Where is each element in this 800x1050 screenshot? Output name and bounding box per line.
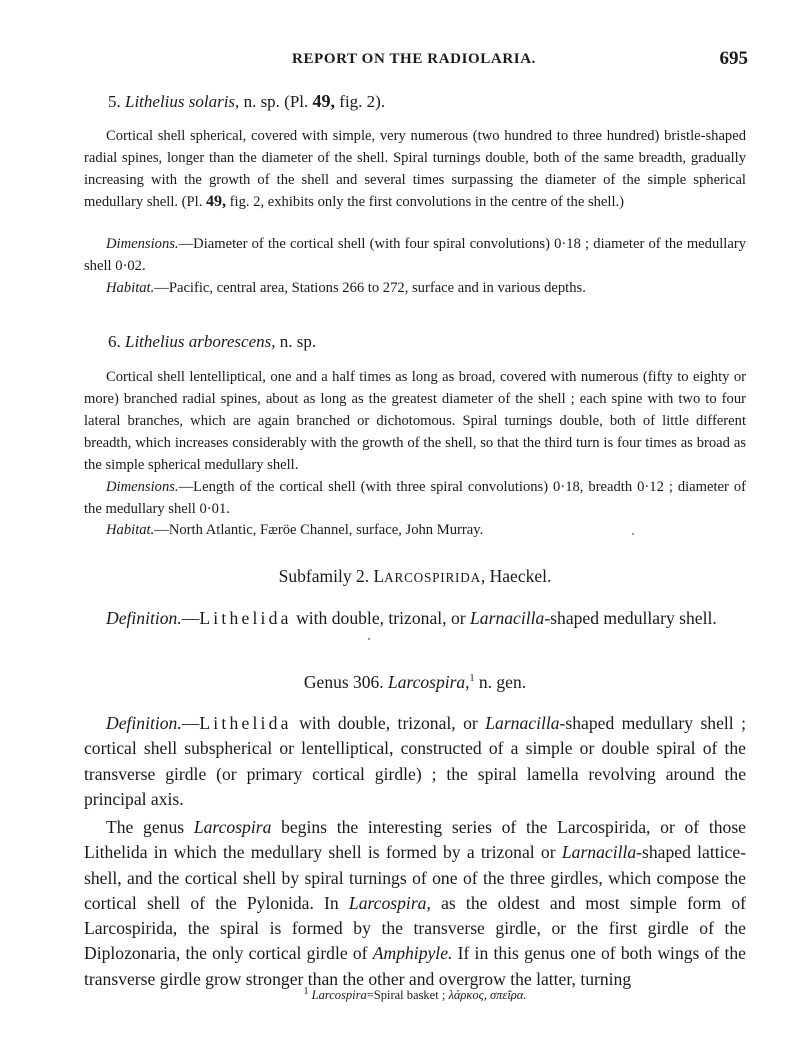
plate-number: 49, xyxy=(312,91,336,111)
footnote-marker: 1 xyxy=(469,673,475,685)
species-name: Lithelius arborescens, xyxy=(125,332,276,351)
footnote-mark: 1 xyxy=(303,985,309,997)
species-6-description: Cortical shell lentelliptical, one and a half times as long as broad, covered with numerous (fifty to eighty or more) branched radial spines, about as long as the greatest diameter of the shell ; each spine with two to four lateral branches, which are again branched or dichotomous. Spiral turnings double, both of little different breadth, which increases considerably with the growth of the shell, so that the third turn is four times as broad as the simple spherical medullary shell. xyxy=(84,369,746,473)
species-6-heading xyxy=(108,332,316,352)
subfamily-definition: Definition.—Lithelida with double, trizonal, or Larnacilla-shaped medullary shell. xyxy=(106,608,717,628)
dimensions-label: Dimensions. xyxy=(106,479,179,495)
species-number: 6. xyxy=(108,332,121,351)
species-5-habitat: Habitat.—Pacific, central area, Stations 266 to 272, surface and in various depths. xyxy=(106,280,586,296)
footnote: $^1$ Larcospira=Spiral basket ; λάρκος, σπεῖρα. xyxy=(303,985,527,1002)
species-5-heading xyxy=(108,91,385,112)
species-6-dimensions: Dimensions.—Length of the cortical shell (with three spiral convolutions) 0·18, breadth 0·12 ; diameter of the medullary shell 0·01. xyxy=(84,479,746,517)
definition-label: Definition. xyxy=(106,608,182,628)
species-suffix: n. sp. xyxy=(279,332,317,351)
subfamily-heading: Subfamily 2. LARCOSPIRIDA, Haeckel. xyxy=(278,566,552,586)
footnote-term: Larcospira xyxy=(311,988,367,1002)
genus-name: Larcospira, xyxy=(388,672,470,692)
dimensions-label: Dimensions. xyxy=(106,236,179,252)
habitat-label: Habitat. xyxy=(106,522,155,538)
body-paragraph: The genus Larcospira begins the interesting series of the Larcospirida, or of those Lithelida in which the medullary shell is formed by a trizonal or Larnacilla-shaped lattice-shell, and the cortical shell by spiral turnings of one of the three girdles, which compose the cortical shell of the Pylonida. In Larcospira, as the oldest and most simple form of Larcospirida, the spiral is formed by the transverse girdle, or the first girdle of the Diplozonaria, the only cortical girdle of Amphipyle. If in this genus one of both wings of the transverse girdle grow stronger than the other and overgrow the latter, turning xyxy=(84,817,746,989)
species-5-dimensions: Dimensions.—Diameter of the cortical shell (with four spiral convolutions) 0·18 ; diameter of the medullary shell 0·02. xyxy=(84,236,746,274)
page-number: 695 xyxy=(719,48,748,69)
definition-label: Definition. xyxy=(106,713,182,733)
species-5-description: Cortical shell spherical, covered with simple, very numerous (two hundred to three hundred) bristle-shaped radial spines, longer than the diameter of the shell. Spiral turnings double, both of the same breadth, gradually increasing with the growth of the shell and several times surpassing the diameter of the simple spherical medullary shell. (Pl. 49, fig. 2, exhibits only the first convolutions in the centre of the shell.) xyxy=(84,128,746,210)
genus-definition: Definition.—Lithelida with double, trizonal, or Larnacilla-shaped medullary shell ; cortical shell subspherical or lentelliptical, constructed of a simple or double spiral of the transverse girdle (or primary cortical girdle) ; the spiral lamella revolving around the principal axis. xyxy=(84,713,747,809)
species-name: Lithelius solaris, xyxy=(125,92,240,111)
print-speck xyxy=(368,638,370,640)
species-suffix: n. sp. (Pl. xyxy=(243,92,309,111)
footnote-greek: λάρκος, σπεῖρα. xyxy=(448,988,527,1002)
species-6-habitat: Habitat.—North Atlantic, Færöe Channel, surface, John Murray. xyxy=(106,522,484,538)
page-header xyxy=(80,48,748,72)
habitat-label: Habitat. xyxy=(106,280,155,296)
figure-ref: fig. 2). xyxy=(339,92,386,111)
genus-heading: Genus 306. Larcospira,$^1$ n. gen. xyxy=(303,672,527,692)
print-speck xyxy=(632,533,634,535)
species-number: 5. xyxy=(108,92,121,111)
running-title: REPORT ON THE RADIOLARIA. xyxy=(292,51,536,67)
